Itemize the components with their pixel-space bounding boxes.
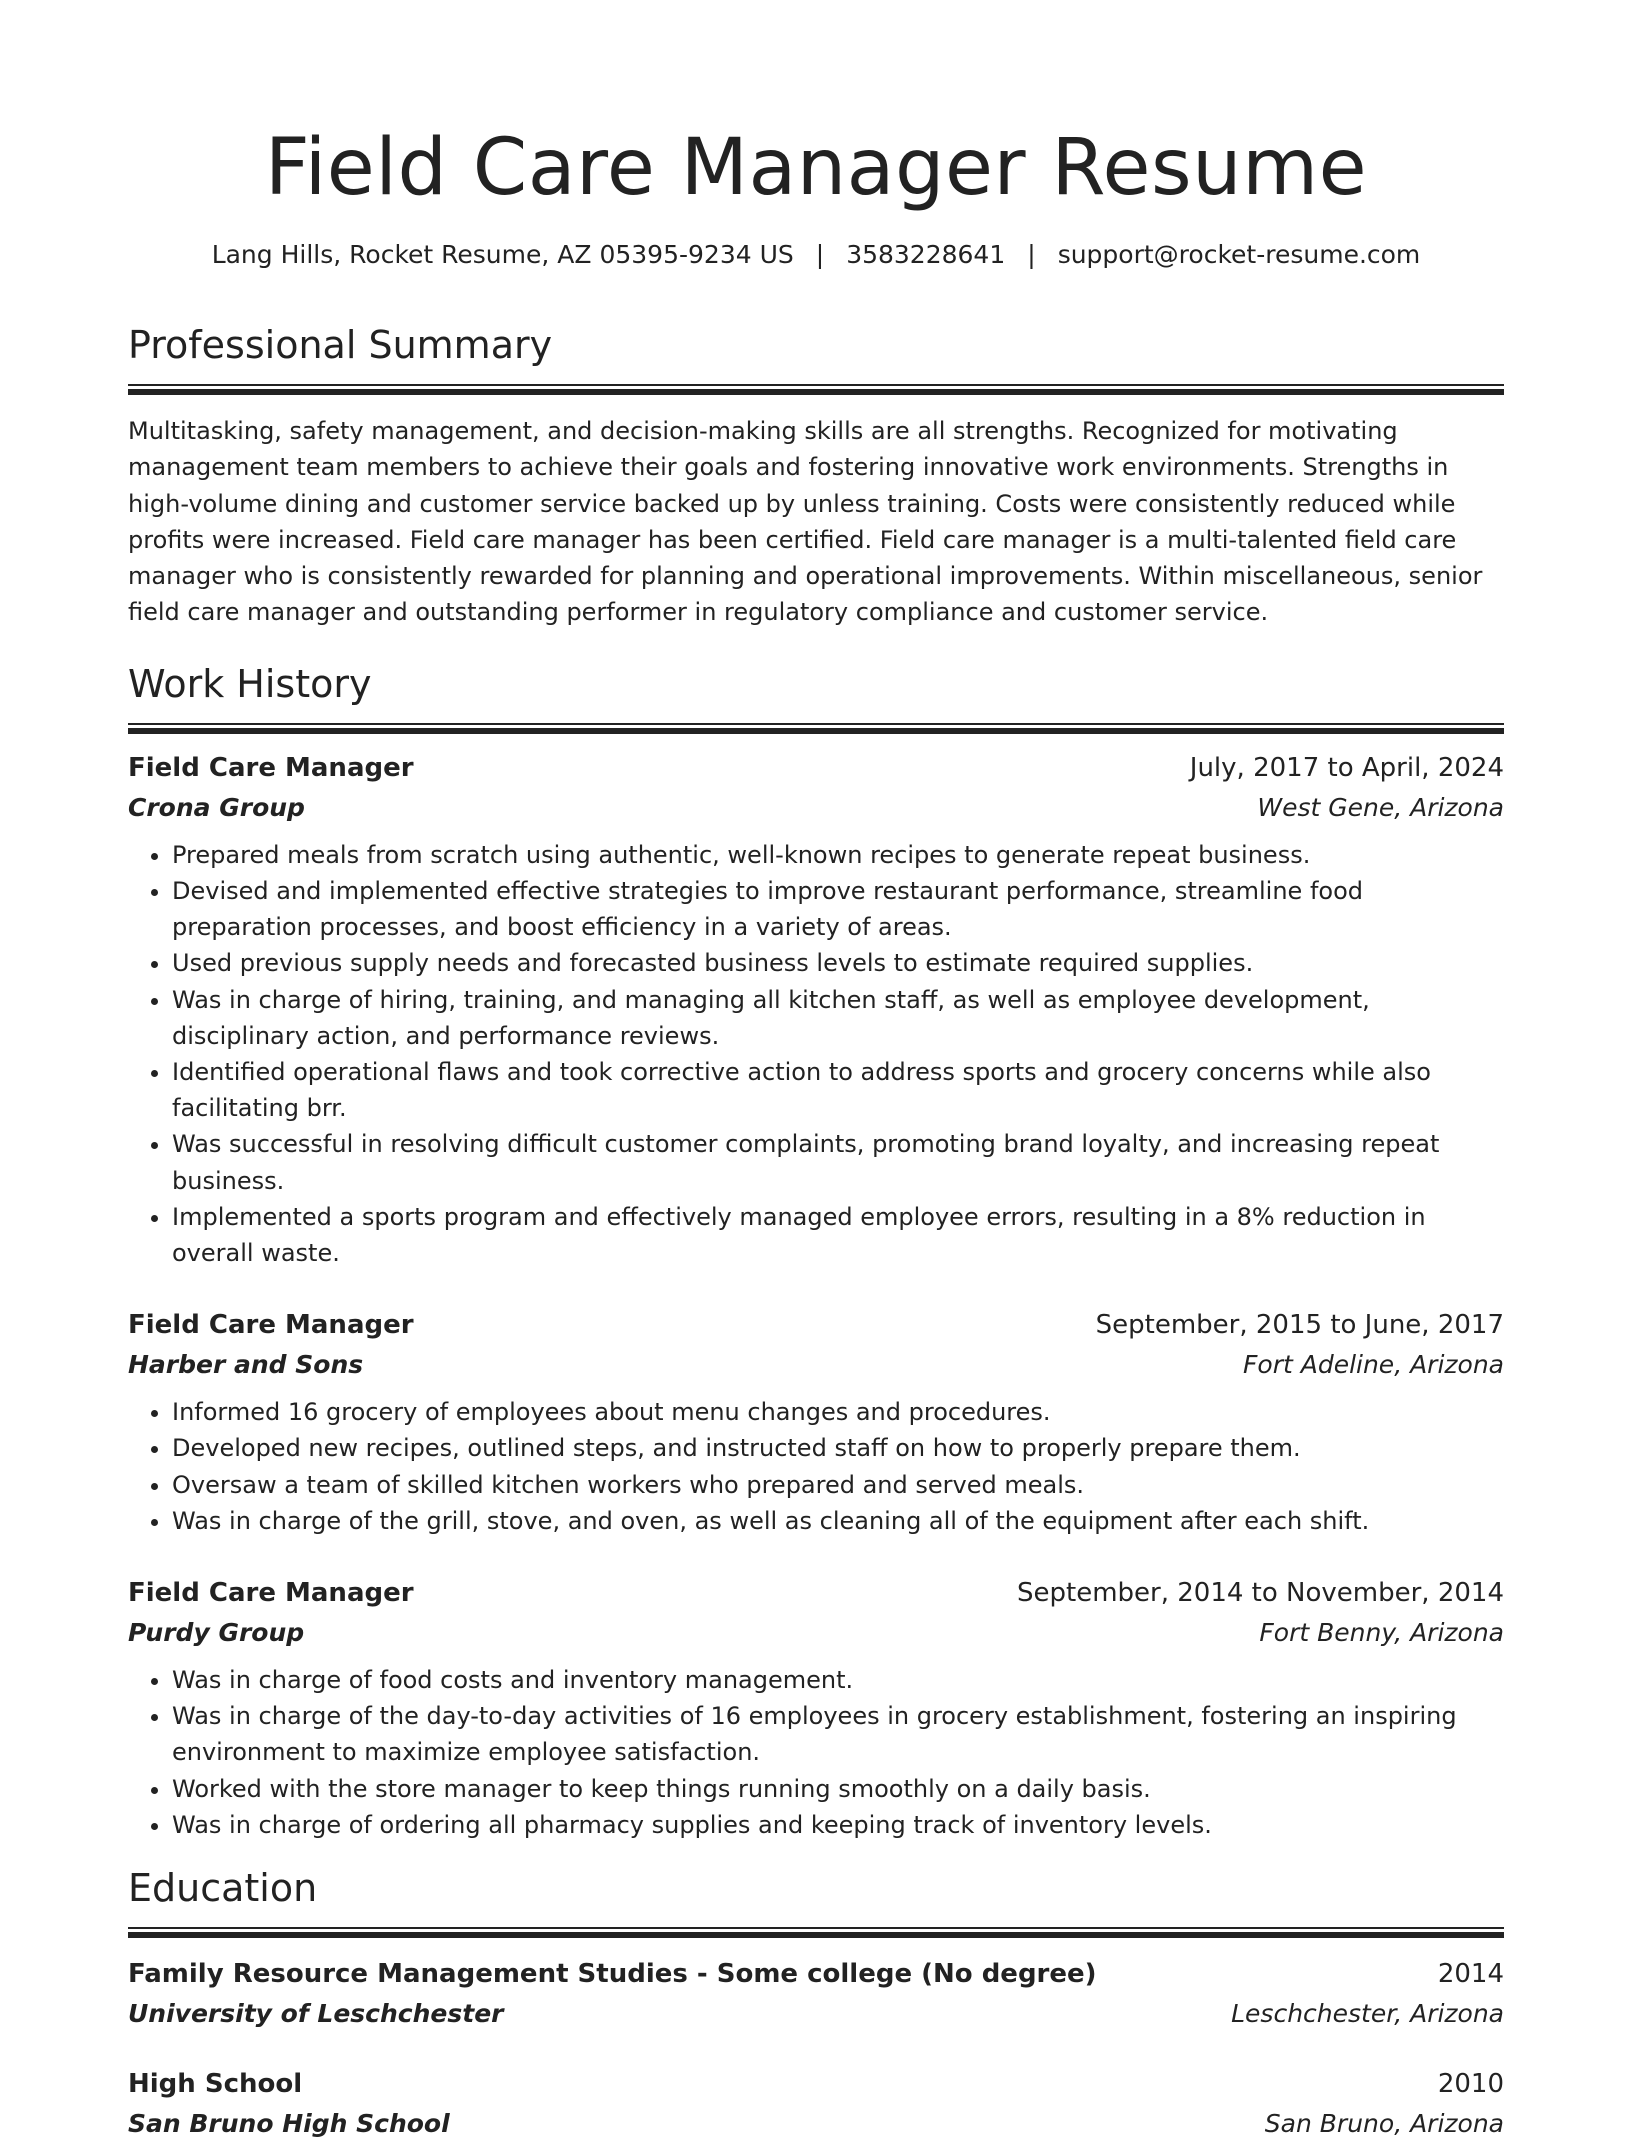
- education-heading: Education: [128, 1866, 318, 1911]
- section-divider: [128, 384, 1504, 395]
- resume-title: Field Care Manager Resume: [264, 123, 1368, 213]
- job-bullet: • Was in charge of the day-to-day activities of 16 employees in grocery establishment, fostering an inspiring environment to maximize employee satisfaction.: [172, 1698, 1504, 1770]
- education-header-row: [128, 1954, 1504, 1994]
- education-entry: [128, 2064, 1504, 2144]
- job-header-row: [128, 1573, 1504, 1613]
- education-year: 2014: [1437, 1959, 1504, 1990]
- job-dates: September, 2015 to June, 2017: [1095, 1310, 1504, 1341]
- job-header-row: [128, 748, 1504, 788]
- job-bullet-list: [128, 1394, 1504, 1539]
- job-company: Harber and Sons: [128, 1350, 364, 1380]
- job-location: Fort Adeline, Arizona: [1243, 1350, 1504, 1380]
- section-divider: [128, 723, 1504, 734]
- education-section: [128, 1863, 1504, 2144]
- job-entry: [128, 1573, 1504, 1843]
- job-entry: [128, 1305, 1504, 1539]
- education-entry: [128, 1954, 1504, 2034]
- contact-separator: |: [815, 240, 825, 269]
- job-title: Field Care Manager: [128, 1310, 414, 1341]
- education-location: Leschchester, Arizona: [1231, 1999, 1504, 2029]
- contact-phone: 3583228641: [846, 240, 1006, 269]
- job-header-row: [128, 1305, 1504, 1345]
- summary-section: [128, 320, 1504, 631]
- job-bullet: • Devised and implemented effective strategies to improve restaurant performance, streamline food preparation processes, and boost efficiency in a variety of areas.: [172, 873, 1504, 945]
- job-company: Crona Group: [128, 792, 305, 822]
- job-bullet: • Oversaw a team of skilled kitchen workers who prepared and served meals.: [172, 1467, 1504, 1503]
- job-bullet: • Was in charge of ordering all pharmacy supplies and keeping track of inventory levels.: [172, 1807, 1504, 1843]
- job-company-row: [128, 1613, 1504, 1653]
- education-school: San Bruno High School: [128, 2109, 450, 2139]
- job-bullet: • Used previous supply needs and forecasted business levels to estimate required supplies.: [172, 945, 1504, 981]
- job-dates: September, 2014 to November, 2014: [1017, 1578, 1504, 1609]
- job-bullet: • Was in charge of hiring, training, and managing all kitchen staff, as well as employee development, disciplinary action, and performance reviews.: [172, 982, 1504, 1054]
- job-dates: July, 2017 to April, 2024: [1189, 752, 1504, 783]
- work-history-section: [128, 659, 1504, 1843]
- job-company-row: [128, 1345, 1504, 1385]
- contact-line: [128, 238, 1504, 272]
- job-company-row: [128, 788, 1504, 828]
- summary-text: Multitasking, safety management, and decision-making skills are all strengths. Recognized for motivating management team members to achieve their goals and fostering innovative work environments. Strengths in high-volume dining and customer service backed up by unless training. Costs were consistently reduced while profits were increased. Field care manager has been certified. Field care manager is a multi-talented field care manager who is consistently rewarded for planning and operational improvements. Within miscellaneous, senior field care manager and outstanding performer in regulatory compliance and customer service.: [128, 417, 1483, 627]
- job-title: Field Care Manager: [128, 752, 414, 783]
- job-location: Fort Benny, Arizona: [1259, 1618, 1504, 1648]
- job-bullet: • Was in charge of the grill, stove, and oven, as well as cleaning all of the equipment after each shift.: [172, 1503, 1504, 1539]
- education-degree: High School: [128, 2069, 303, 2100]
- job-bullet-list: [128, 1662, 1504, 1843]
- education-year: 2010: [1437, 2069, 1504, 2100]
- education-header-row: [128, 2064, 1504, 2104]
- section-divider: [128, 1927, 1504, 1938]
- job-bullet-list: [128, 837, 1504, 1271]
- job-bullet: • Identified operational flaws and took corrective action to address sports and grocery concerns while also facilitating brr.: [172, 1054, 1504, 1126]
- education-degree: Family Resource Management Studies - Some college (No degree): [128, 1959, 1097, 1990]
- job-entry: [128, 748, 1504, 1271]
- education-location: San Bruno, Arizona: [1264, 2109, 1504, 2139]
- education-school-row: [128, 1994, 1504, 2034]
- job-bullet: • Was successful in resolving difficult customer complaints, promoting brand loyalty, and increasing repeat business.: [172, 1126, 1504, 1198]
- job-bullet: • Developed new recipes, outlined steps, and instructed staff on how to properly prepare them.: [172, 1430, 1504, 1466]
- job-title: Field Care Manager: [128, 1578, 414, 1609]
- work-history-heading: Work History: [128, 661, 372, 706]
- job-bullet: • Implemented a sports program and effectively managed employee errors, resulting in a 8% reduction in overall waste.: [172, 1199, 1504, 1271]
- contact-address: Lang Hills, Rocket Resume, AZ 05395-9234 US: [211, 240, 794, 269]
- job-bullet: • Was in charge of food costs and inventory management.: [172, 1662, 1504, 1698]
- job-bullet: • Prepared meals from scratch using authentic, well-known recipes to generate repeat business.: [172, 837, 1504, 873]
- job-bullet: • Informed 16 grocery of employees about menu changes and procedures.: [172, 1394, 1504, 1430]
- job-bullet: • Worked with the store manager to keep things running smoothly on a daily basis.: [172, 1771, 1504, 1807]
- education-school-row: [128, 2104, 1504, 2144]
- job-company: Purdy Group: [128, 1618, 305, 1648]
- contact-separator: |: [1027, 240, 1036, 269]
- job-location: West Gene, Arizona: [1257, 792, 1504, 822]
- contact-email: support@rocket-resume.com: [1057, 240, 1421, 269]
- summary-heading: Professional Summary: [128, 323, 553, 367]
- education-school: University of Leschchester: [128, 1999, 504, 2029]
